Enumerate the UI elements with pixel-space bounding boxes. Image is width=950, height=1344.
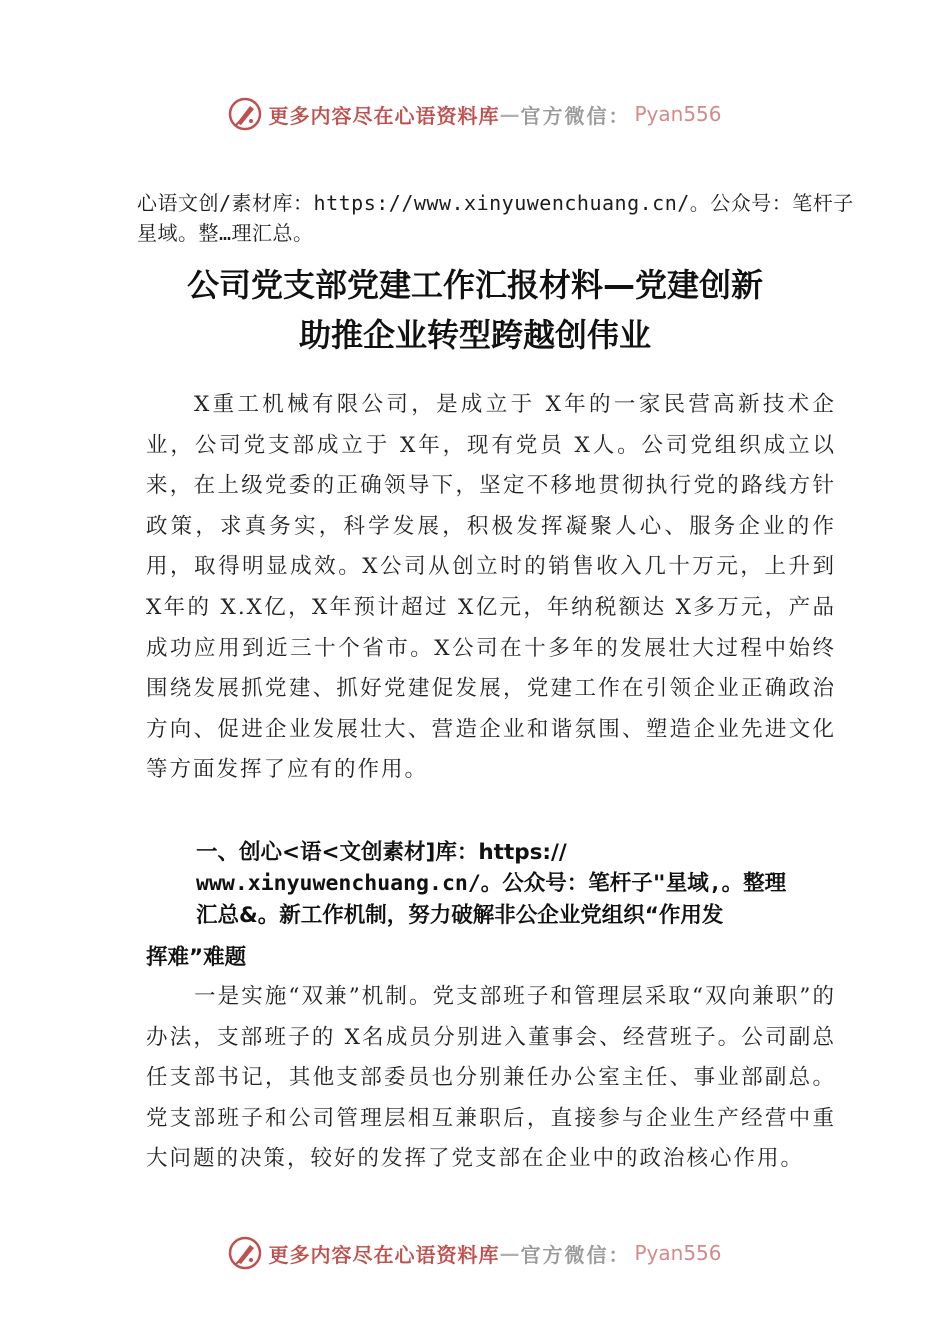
- banner-slogan: 更多内容尽在心语资料库: [268, 1242, 500, 1267]
- body-paragraph-2-text: 一是实施“双兼”机制。党支部班子和管理层采取“双向兼职”的办法，支部班子的 X名成员分别进入董事会、经营班子。公司副总任支部书记，其他支部委员也分别兼任办公室主任、事业部副总。党支部班子和公司管理层相互兼职后，直接参与企业生产经营中重大问题的决策，较好的发挥了党支部在企业中的政治核心作用。: [146, 984, 836, 1172]
- body-paragraph-1-text: X重工机械有限公司，是成立于 X年的一家民营高新技术企业，公司党支部成立于 X年，现有党员 X人。公司党组织成立以来，在上级党委的正确领导下，坚定不移地贯彻执行党的路线方针政策，求真务实，科学发展，积极发挥凝聚人心、服务企业的作用，取得明显成效。X公司从创立时的销售收入几十万元，上升到 X年的 X.X亿，X年预计超过 X亿元，年纳税额达 X多万元，产品成功应用到近三十个省市。X公司在十多年的发展壮大过程中始终围绕发展抓党建、抓好党建促发展，党建工作在引领企业正确政治方向、促进企业发展壮大、营造企业和谐氛围、塑造企业先进文化等方面发挥了应有的作用。: [146, 392, 836, 783]
- banner-wechat-label: 官方微信：: [520, 103, 631, 128]
- document-title-line-2: 助推企业转型跨越创伟业: [298, 316, 651, 354]
- section-heading-line-3: 汇总&。新工作机制，努力破解非公企业党组织“作用发: [196, 903, 724, 928]
- section-heading-line-2: www.xinyuwenchuang.cn/。公众号：笔杆子"星域,。整理: [196, 871, 787, 896]
- footer-banner: [0, 1235, 950, 1271]
- body-paragraph-1: [146, 385, 836, 791]
- banner-separator: —: [499, 102, 521, 126]
- body-paragraph-2: [146, 977, 836, 1180]
- banner-wechat-id: Pyan556: [634, 102, 722, 126]
- section-heading-line-1: 一、创心<语<文创素材]库：https://: [196, 840, 567, 865]
- banner-wechat-label: 官方微信：: [520, 1242, 631, 1267]
- header-banner: [0, 96, 950, 132]
- banner-slogan: 更多内容尽在心语资料库: [268, 103, 500, 128]
- banner-wechat-id: Pyan556: [634, 1241, 722, 1265]
- document-title-line-1: 公司党支部党建工作汇报材料—党建创新: [186, 266, 763, 304]
- quill-pen-icon: [228, 1236, 262, 1270]
- quill-pen-icon: [228, 97, 262, 131]
- source-line: 心语文创/素材库：https://www.xinyuwenchuang.cn/。公众号：笔杆子星域。整…理汇总。: [137, 191, 854, 245]
- section-heading-line-4: 挥难”难题: [146, 945, 247, 970]
- banner-separator: —: [499, 1241, 521, 1265]
